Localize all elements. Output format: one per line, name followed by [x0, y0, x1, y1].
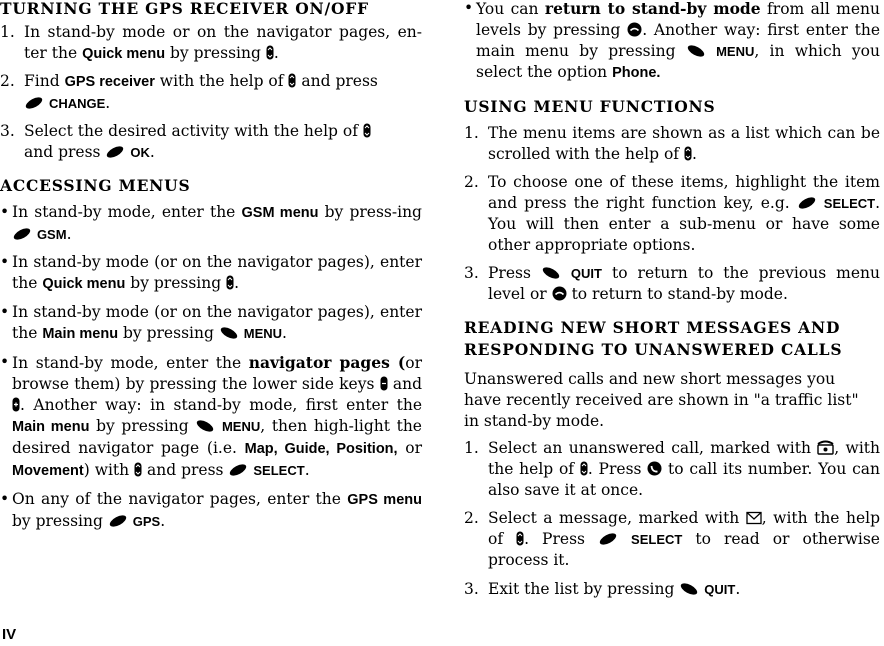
heading-reading-messages: READING NEW SHORT MESSAGES AND RESPONDING TO UNANSWERED CALLS [464, 318, 843, 359]
call-key-icon [647, 461, 662, 476]
list-item: 2. Select a message, marked with , with the help of . Press SELECT to read or otherwise process it. [464, 509, 880, 569]
list-item: • In stand-by mode, enter the GSM menu by press-ing GSM. [0, 203, 422, 243]
right-function-key-icon [598, 532, 618, 546]
scroll-key-icon [516, 531, 524, 546]
list-item: 1. The menu items are shown as a list which can be scrolled with the help of . [464, 124, 880, 163]
list-item: 2. To choose one of these items, highlight the item and press the right function key, e.g. SELECT. You will then enter a sub-menu or have some other appropriate options. [464, 173, 881, 254]
list-item: • In stand-by mode (or on the navigator pages), enter the Main menu by pressing MENU. [0, 303, 422, 342]
list-item: 1. Select an unanswered call, marked with , with the help of . Press to call its number. You can also save it at once. [464, 439, 880, 499]
page-number: IV [2, 626, 17, 643]
list-item: • In stand-by mode (or on the navigator pages), enter the Quick menu by pressing . [0, 253, 422, 292]
list-item: • In stand-by mode, enter the navigator pages (or browse them) by pressing the lower side keys and . Another way: in stand-by mode, first enter the Main menu by pressing MENU, then high-light the desired navigator page (i.e. Map, Guide, Position, or Movement) with and press SELECT. [0, 353, 422, 479]
scroll-key-icon [288, 73, 296, 88]
side-key-up-icon [12, 397, 20, 412]
right-column [464, 0, 880, 600]
right-function-key-icon [12, 227, 32, 241]
left-function-key-icon [686, 44, 706, 58]
left-column [0, 0, 422, 532]
right-function-key-icon [105, 145, 125, 159]
heading-gps-receiver: TURNING THE GPS RECEIVER ON/OFF [0, 0, 369, 18]
list-item: 2. Find GPS receiver with the help of and press CHANGE. [0, 72, 378, 112]
right-function-key-icon [797, 196, 817, 210]
scroll-key-icon [363, 123, 371, 138]
scroll-key-icon [134, 462, 142, 477]
left-function-key-icon [541, 266, 561, 280]
end-call-key-icon [627, 22, 642, 37]
left-function-key-icon [679, 582, 699, 596]
heading-accessing-menus: ACCESSING MENUS [0, 176, 191, 195]
scroll-key-icon [226, 275, 234, 290]
list-item: • On any of the navigator pages, enter the GPS menu by pressing GPS. [0, 490, 422, 530]
right-function-key-icon [108, 514, 128, 528]
end-call-key-icon [552, 286, 567, 301]
phone-icon [817, 440, 834, 455]
right-function-key-icon [228, 463, 248, 477]
list-item: 1. In stand-by mode or on the navigator pages, en-ter the Quick menu by pressing . [0, 23, 422, 62]
right-function-key-icon [24, 96, 44, 110]
intro-paragraph: Unanswered calls and new short messages you have recently received are shown in "a traffic list" in stand-by mode. [464, 370, 859, 430]
scroll-key-icon [684, 146, 692, 161]
scroll-key-icon [266, 45, 274, 60]
list-item: 3. Select the desired activity with the help of and press OK. [0, 121, 422, 163]
left-function-key-icon [195, 419, 215, 433]
scroll-key-icon [580, 461, 588, 476]
left-function-key-icon [219, 326, 239, 340]
list-item: 3. Exit the list by pressing QUIT. [464, 580, 741, 598]
list-item: • You can return to stand-by mode from all menu levels by pressing . Another way: first enter the main menu by pressing MENU, in which you select the option Phone. [464, 0, 881, 81]
list-item: 3. Press QUIT to return to the previous menu level or to return to stand-by mode. [464, 264, 880, 303]
envelope-icon [746, 511, 762, 525]
side-key-down-icon [380, 376, 388, 391]
heading-using-menu-functions: USING MENU FUNCTIONS [464, 97, 716, 116]
